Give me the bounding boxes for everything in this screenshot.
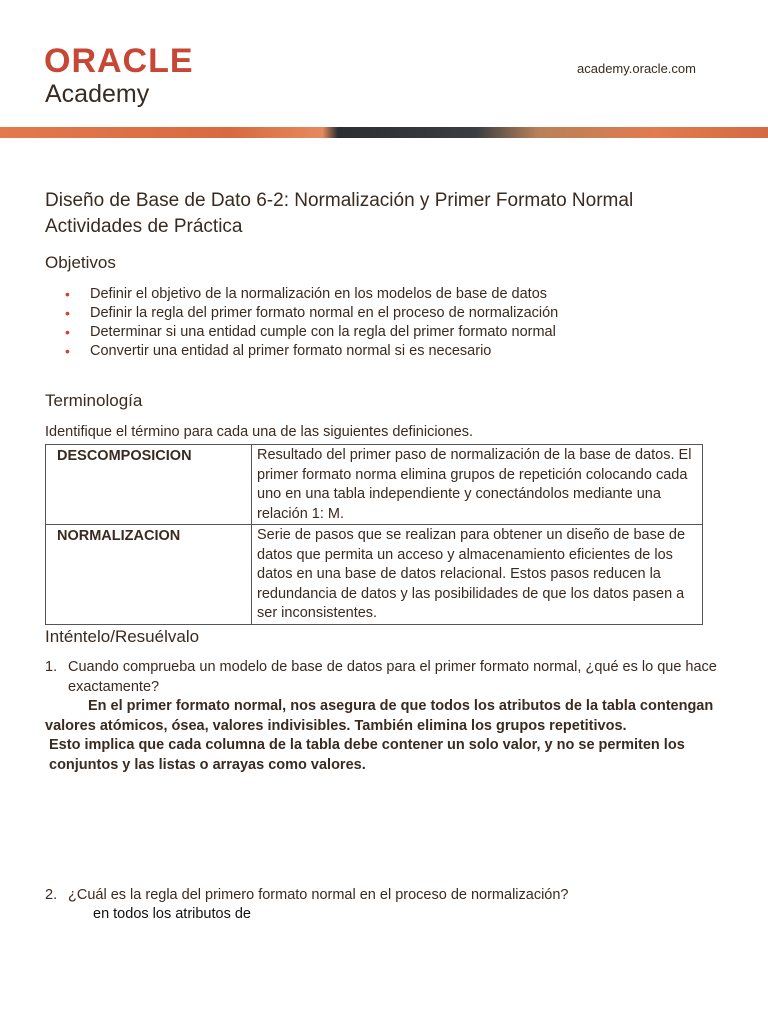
- objectives-heading: Objetivos: [45, 253, 116, 272]
- question-2: [45, 887, 758, 903]
- question-text: ¿Cuál es la regla del primero formato normal en el proceso de normalización?: [68, 887, 569, 903]
- site-url[interactable]: academy.oracle.com: [577, 61, 696, 76]
- terminology-table: [45, 444, 703, 625]
- question-number: 2.: [45, 887, 58, 903]
- bullet-icon: •: [65, 324, 70, 340]
- bullet-icon: •: [65, 286, 70, 302]
- bullet-icon: •: [65, 305, 70, 321]
- title-line-2: Actividades de Práctica: [45, 216, 243, 237]
- academy-logo-text: Academy: [45, 80, 150, 108]
- objectives-list: [45, 285, 558, 361]
- answer-2[interactable]: en todos los atributos de: [93, 906, 251, 922]
- title-line-1: Diseño de Base de Dato 6-2: Normalización y Primer Formato Normal: [45, 190, 634, 211]
- page-title: [45, 188, 725, 240]
- term-cell[interactable]: NORMALIZACION: [46, 525, 252, 625]
- oracle-logo: ORACLE: [44, 42, 194, 80]
- try-heading: Inténtelo/Resuélvalo: [45, 627, 200, 646]
- bullet-icon: •: [65, 343, 70, 359]
- list-item: • Definir el objetivo de la normalización en los modelos de base de datos: [65, 286, 548, 302]
- terminology-heading: Terminología: [45, 391, 143, 410]
- list-item: • Definir la regla del primer formato normal en el proceso de normalización: [65, 305, 559, 321]
- terminology-intro: Identifique el término para cada una de las siguientes definiciones.: [45, 424, 474, 440]
- list-item: • Convertir una entidad al primer formato normal si es necesario: [65, 343, 492, 359]
- definition-cell: Resultado del primer paso de normalización de la base de datos. El primer formato norma elimina grupos de repetición colocando cada uno en una tabla independiente y conectándolos mediante una relación 1: M.: [252, 445, 703, 525]
- answer-paragraph: Esto implica que cada columna de la tabla debe contener un solo valor, y no se permiten los conjuntos y las listas o arrayas como valores.: [49, 737, 685, 773]
- question-number: 1.: [45, 659, 58, 675]
- definition-cell: Serie de pasos que se realizan para obtener un diseño de base de datos que permita un acceso y almacenamiento eficientes de los datos en una base de datos relacional. Estos pasos reducen la redundancia de datos y las posibilidades de que los datos pasen a ser inconsistentes.: [252, 525, 703, 625]
- decorative-banner: [0, 127, 768, 138]
- answer-1[interactable]: [45, 697, 725, 775]
- table-row: [46, 525, 703, 625]
- answer-paragraph: En el primer formato normal, nos asegura de que todos los atributos de la tabla contengan valores atómicos, ósea, valores indivisibles. También elimina los grupos repetitivos.: [45, 698, 714, 734]
- questions-list: [45, 658, 735, 697]
- table-row: [46, 445, 703, 525]
- question-1: [45, 658, 735, 697]
- term-cell[interactable]: DESCOMPOSICION: [46, 445, 252, 525]
- question-text: Cuando comprueba un modelo de base de datos para el primer formato normal, ¿qué es lo que hace exactamente?: [68, 659, 717, 695]
- list-item: • Determinar si una entidad cumple con la regla del primer formato normal: [65, 324, 556, 340]
